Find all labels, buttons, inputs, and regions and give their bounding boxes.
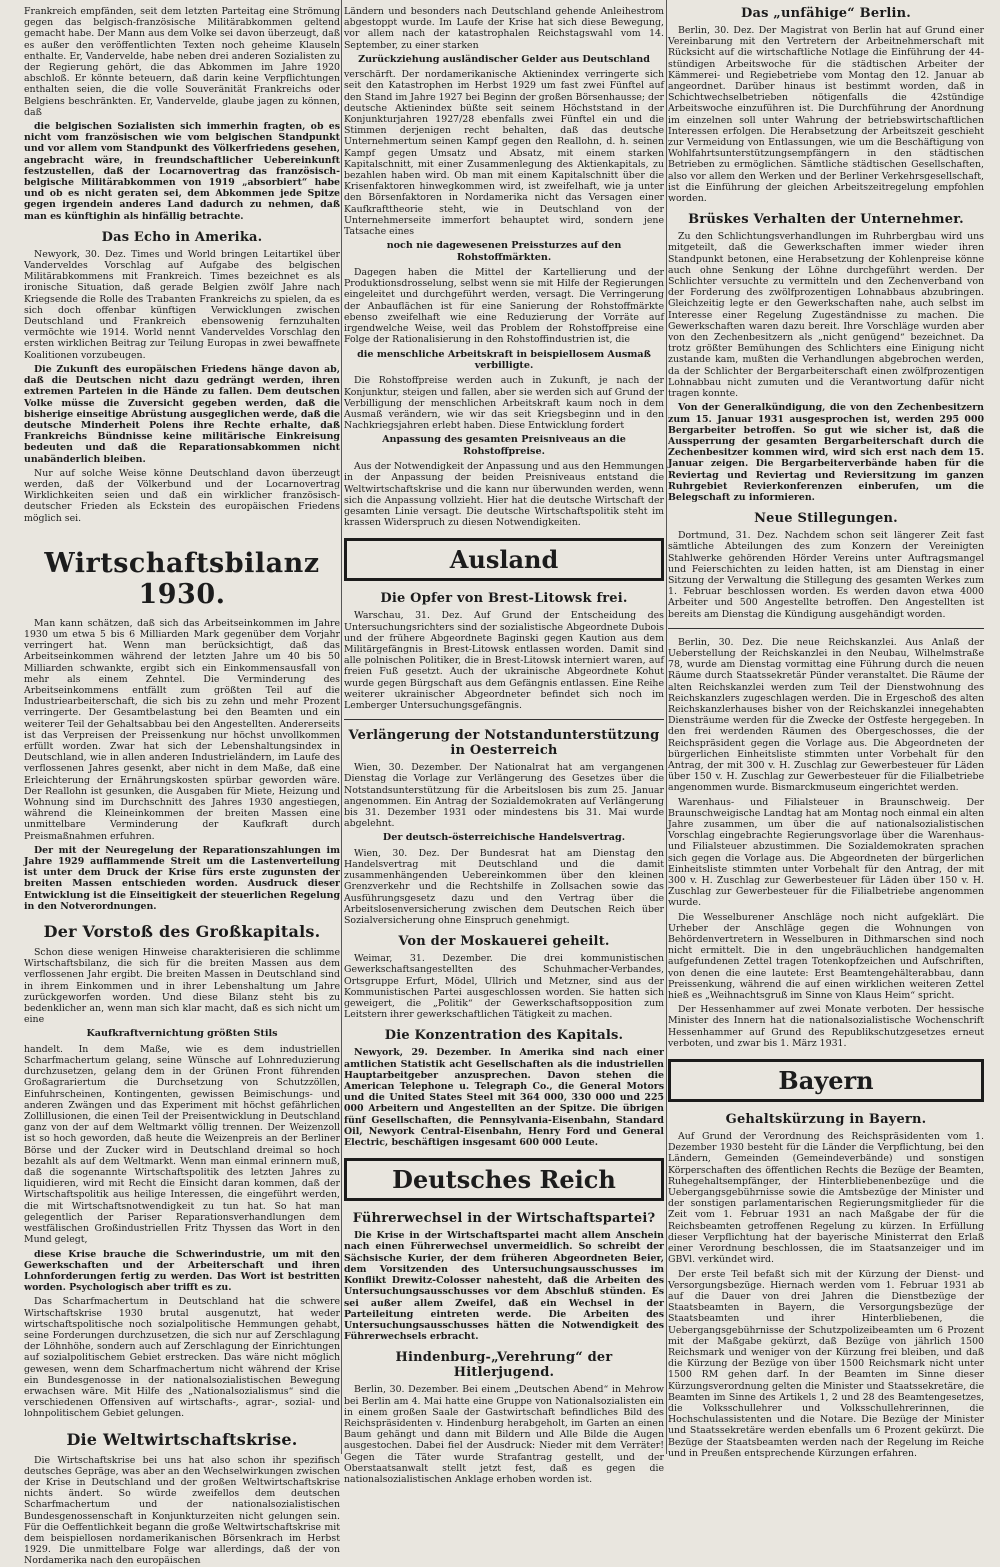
article-paragraph: Die Zukunft des europäischen Friedens hänge davon ab, daß die Deutschen nicht dazu gedrängt werden, ihren extremen Parteien in die Hände zu fallen. Dem deutschen Volke müsse die Zuversicht gegeben werden, daß die bisherige einseitige Abrüstung ausgeglichen werde, daß die deutsche Minderheit Polens ihre Rechte erhalte, daß Frankreichs Bündnisse keine militärische Einkreisung bedeuten und daß die Reparationsabkommen nicht unabänderlich bleiben. xyxy=(24,363,340,465)
article-heading: Hindenburg-„Verehrung“ der Hitlerjugend. xyxy=(395,1350,613,1381)
article-paragraph: Das Scharfmachertum in Deutschland hat die schwere Wirtschaftskrise 1930 brutal ausgenutzt, hat weder wirtschaftspolitische noch sozialpolitische Hemmungen gehabt, seine Forderungen durchzusetzen, die sich nur auf Zerschlagung der Löhnhöhe, sondern auch auf Zerschlagung der Einrichtungen auf sozialpolitischem Gebiet erstrecken. Das wäre nicht möglich gewesen, wenn dem Scharfmachertum nicht während der Krise ein Bundesgenosse in der nationalsozialistischen Bewegung erwachsen wäre. Mit Hilfe des „Nationalsozialismus“ sind die verschiedenen Offensiven auf wirtschafts-, agrar-, sozial- und lohnpolitischem Gebiet gelungen. xyxy=(24,1296,340,1420)
article-paragraph: die belgischen Sozialisten sich immerhin fragten, ob es nicht vom französischen wie vom belgischen Standpunkt und vor allem vom Standpunkt des Völkerfriedens gesehen, angebracht wäre, in freundschaftlicher Uebereinkunft festzustellen, daß der Locarnovertrag das französisch-belgische Militärabkommen von 1919 „absorbiert“ habe und ob es nicht geraten sei, dem Abkommen jede Spitze gegen irgendein anderes Land dadurch zu nehmen, daß man es künftighin als hinfällig betrachte. xyxy=(24,121,340,222)
article-heading: Verlängerung der Notstandunterstützung in Oesterreich xyxy=(348,728,660,759)
article-paragraph: Ländern und besonders nach Deutschland gehende Anleihestrom abgestoppt wurde. Im Laufe der Krise hat sich diese Bewegung, vor allem nach der katastrophalen Reichstagswahl vom 14. September, zu einer starken xyxy=(344,6,664,51)
article-paragraph: Auf Grund der Verordnung des Reichspräsidenten vom 1. Dezember 1930 besteht für die Länder die Verpflichtung, bei den Ländern, Gemeinden (Gemeindeverbände) und sonstigen Körperschaften des öffentlichen Rechts die Bezüge der Beamten, Ruhegehaltsempfänger, der Hinterbliebenenbezüge und die Uebergangsgebührnisse sowie die Amtsbezüge der Minister und der sonstigen parlamentarischen Regierungsmitglieder für die Zeit vom 1. Februar 1931 an nach Maßgabe der für die Reichsbeamten getroffenen Regelung zu kürzen. In Erfüllung dieser Verpflichtung hat der bayerische Ministerrat den Erlaß einer Verordnung beschlossen, die im Staatsanzeiger und im GBVl. verkündet wird. xyxy=(668,1131,984,1266)
article-paragraph: Dortmund, 31. Dez. Nachdem schon seit längerer Zeit fast sämtliche Abteilungen des zum Konzern der Vereinigten Stahlwerke gehörenden Hörder Vereins unter Auftragsmangel und Feierschichten zu leiden hatten, ist am Dienstag in einer Sitzung der Verwaltung die Stillegung des gesamten Werkes zum 1. Februar beschlossen worden. Es werden davon etwa 4000 Arbeiter und 500 Angestellte betroffen. Den Angestellten ist bereits am Dienstag die Kündigung ausgehändigt worden. xyxy=(668,530,984,620)
article-heading: Führerwechsel in der Wirtschaftspartei? xyxy=(352,1211,656,1227)
subheading: Kaufkraftvernichtung größten Stils xyxy=(86,1028,278,1040)
subheading: Der deutsch-österreichische Handelsvertrag. xyxy=(382,832,626,844)
article-heading: Brüskes Verhalten der Unternehmer. xyxy=(688,212,964,228)
subheading: Zurückziehung ausländischer Gelder aus Deutschland xyxy=(358,53,650,65)
article-paragraph: Die Wirtschaftskrise bei uns hat also schon ihr spezifisch deutsches Gepräge, was aber an den Wechselwirkungen zwischen der Krise in Deutschland und der großen Weltwirtschaftskrise nichts ändert. So würde zweifellos dem deutschen Scharfmachertum und der nationalsozialistischen Bundesgenossenschaft in Konjunkturzeiten nicht gelungen sein. Für die Oeffentlichkeit begann die große Weltwirtschaftskrise mit dem beispiellosen nordamerikanischen Börsenkrach im Herbst 1929. Die unmittelbare Folge war allerdings, daß der von Nordamerika nach den europäischen xyxy=(24,1454,340,1567)
article-paragraph: Warschau, 31. Dez. Auf Grund der Entscheidung des Untersuchungsrichters sind der sozialistische Abgeordnete Dubois und der frühere Abgeordnete Baginski gegen Kaution aus dem Militärgefängnis in Brest-Litowsk entlassen worden. Damit sind alle polnischen Politiker, die in Brest-Litowsk interniert waren, auf freien Fuß gesetzt. Auch der ukrainische Abgeordnete Kohut wurde gegen Bürgschaft aus dem Gefängnis entlassen. Eine Reihe weiterer ukrainischer Abgeordneter befindet sich noch im Lemberger Untersuchungsgefängnis. xyxy=(344,610,664,711)
article-heading: Die Opfer von Brest-Litowsk frei. xyxy=(380,591,628,607)
section-header-bayern: Bayern xyxy=(668,1059,984,1102)
article-paragraph: Von der Generalkündigung, die von den Zechenbesitzern zum 15. Januar 1931 ausgesprochen ist, werden 295 000 Bergarbeiter betroffen. So gut wie sicher ist, daß die Aussperrung der gesamten Bergarbeiterschaft durch die Zechenbesitzer kommen wird, wird sich erst nach dem 15. Januar zeigen. Die Bergarbeiterverbände haben für die Reviertag und Reviertag und Reviersitzung im ganzen Ruhrgebiet Revierkonferenzen einberufen, um die Belegschaft zu informieren. xyxy=(668,402,984,503)
column-divider xyxy=(341,0,342,1454)
divider xyxy=(668,628,984,629)
article-paragraph: Berlin, 30. Dezember. Bei einem „Deutschen Abend“ in Mehrow bei Berlin am 4. Mai hatte eine Gruppe von Nationalsozialisten ein in einem großen Saale der Gastwirtschaft befindliches Bild des Reichspräsidenten v. Hindenburg herabgeholt, im Garten an einen Baum gehängt und dann mit Bildern und Alle Bilde die Augen ausgestochen. Dabei fiel der Ausdruck: Nieder mit dem Verräter! Gegen die Täter wurde Strafantrag gestellt, und der Oberstaatsanwalt stellt jetzt fest, daß es gegen die nationalsozialistischen Anklage erhoben worden ist. xyxy=(344,1384,664,1485)
article-heading: Die Konzentration des Kapitals. xyxy=(384,1028,624,1044)
article-paragraph: Die Wesselburener Anschläge noch nicht aufgeklärt. Die Urheber der Anschläge gegen die Wohnungen von Behördenvertretern in Wesselburen in Dithmarschen sind noch nicht ermittelt. Die in den ungebräuchlichen handgemalten aufgefundenen Zettel tragen Totenkopfzeichen und Aufschriften, von denen die eine lautete: Erst Beamtengehälterabbau, dann Preissenkung, während die auf einen wirklichen weiteren Zettel hieß es „Weihnachtsgruß im Sinne von Klaus Heim“ spricht. xyxy=(668,911,984,1002)
article-paragraph: Aus der Notwendigkeit der Anpassung und aus den Hemmungen in der Anpassung der beiden Preisniveaus entstand die Weltwirtschaftskrise und die kann nur überwunden werden, wenn sich die Anpassung vollzieht. Hier hat die deutsche Wirtschaft der gesamten Linie versagt. Die deutsche Wirtschaftspolitik steht im krassen Widerspruch zu diesen Notwendigkeiten. xyxy=(344,461,664,529)
article-paragraph: Wien, 30. Dez. Der Bundesrat hat am Dienstag den Handelsvertrag mit Deutschland und die damit zusammenhängenden Uebereinkommen über den kleinen Grenzverkehr und die Rechtshilfe in Zollsachen sowie das Ausführungsgesetz dazu und den Vertrag über die Arbeitslosenversicherung zwischen dem Deutschen Reich über Sozialversicherung ohne Einspruch genehmigt. xyxy=(344,847,664,927)
article-heading: Von der Moskauerei geheilt. xyxy=(398,934,610,950)
article-paragraph: Man kann schätzen, daß sich das Arbeitseinkommen im Jahre 1930 um etwa 5 bis 6 Milliarden Mark gegenüber dem Vorjahr verringert hat. Wenn man berücksichtigt, daß das Arbeitseinkommen während der letzten Jahre um 40 bis 50 Milliarden schwankte, ergibt sich ein Einkommensausfall von mehr als einem Zehntel. Die Verminderung des Arbeitseinkommens entfällt zum größten Teil auf die Industriearbeiterschaft, die sich bis zu zehn und mehr Prozent verringerte. Der Gesamtbelastung bei den Beamten und ein weiterer Teil der Gehaltsabbau bei den Angestellten. Andererseits ist das Verpreisen der Preissenkung nur höchst unvollkommen erfüllt worden. Zwar hat sich der Lebenshaltungsindex in Deutschland, wie in allen anderen Industrieländern, im Laufe des verflossenen Jahres gesenkt, aber nicht in dem Maße, daß eine Erleichterung der Ernährungskosten spürbar geworden wäre. Der Reallohn ist gesunken, die Ausgaben für Miete, Heizung und Wohnung sind im Durchschnitt des Jahres 1930 angestiegen, während die Kleineinkommen der breiten Massen eine unmittelbare Verminderung der Kaufkraft durch Preismaßnahmen erfuhren. xyxy=(24,617,340,842)
section-header-deutsches-reich: Deutsches Reich xyxy=(344,1158,664,1201)
article-heading: Neue Stillegungen. xyxy=(754,511,898,527)
column-middle xyxy=(344,0,664,1485)
article-heading: Die Weltwirtschaftskrise. xyxy=(66,1429,298,1449)
article-paragraph: Newyork, 30. Dez. Times und World bringen Leitartikel über Vanderveldes Vorschlag auf Aufgabe des belgischen Militärabkommens mit Frankreich. Times bezeichnet es als ironische Situation, daß gerade Belgien zwölf Jahre nach Kriegsende die Rolle des Trabanten Frankreichs zu spielen, da es sich doch offenbar künftigen Verwicklungen zwischen Deutschland und Frankreich ebensowenig fernzuhalten vermöchte wie 1914. World nennt Vanderveldes Vorschlag den ersten wirklichen Beitrag zur Teilung Europas in zwei bewaffnete Koalitionen vorzubeugen. xyxy=(24,248,340,361)
article-heading: Das „unfähige“ Berlin. xyxy=(740,6,912,21)
article-paragraph: Dagegen haben die Mittel der Kartellierung und der Produktionsdrosselung, selbst wenn sie mit Hilfe der Regierungen eingeleitet und durchgeführt werden, versagt. Die Verringerung der Anbauflächen ist für eine Sanierung der Rohstoffmärkte ebenso zweifelhaft wie eine Reduzierung der Vorräte auf irgendwelche Weise, weil das Problem der Rohstoffpreise eine Folge der Rationalisierung in den Rohstoffindustrien ist, die xyxy=(344,267,664,346)
article-paragraph: Berlin, 30. Dez. Der Magistrat von Berlin hat auf Grund einer Vereinbarung mit den Vertretern der Arbeitnehmerschaft mit Rücksicht auf die wirtschaftliche Notlage die Einführung der 44-stündigen Arbeitswoche für die städtischen Arbeiter der Kämmerei- und Regiebetriebe vom Montag den 12. Januar ab angeordnet. Darüber hinaus ist bestimmt worden, daß in Schichtwechselbetrieben nötigenfalls die 42stündige Arbeitswoche einzuführen ist. Die Durchführung der Anordnung im einzelnen soll unter Wahrung der betriebswirtschaftlichen Interessen erfolgen. Die Herabsetzung der Arbeitszeit geschieht zur Vermeidung von Entlassungen, wie um die Beschäftigung von Wohlfahrtsunterstützungsempfängern in den städtischen Betrieben zu ermöglichen. Sämtliche städtischen Gesellschaften, also vor allem den Werken und der Berliner Verkehrsgesellschaft, ist die Einführung der gleichen Arbeitszeitregelung empfohlen worden. xyxy=(668,25,984,205)
subheading: Anpassung des gesamten Preisniveaus an die Rohstoffpreise. xyxy=(382,434,626,457)
article-paragraph: Die Krise in der Wirtschaftspartei macht allem Anschein nach einen Führerwechsel unvermeidlich. So schreibt der Sächsische Kurier, der dem früheren Abgeordneten Beier, dem Vorsitzenden des Untersuchungsausschusses im Konflikt Drewitz-Colosser nahesteht, daß die Arbeiten des Untersuchungsausschusses vor dem Abschluß stünden. Es sei außer allem Zweifel, daß ein Wechsel in der Parteileitung eintreten werde. Die Arbeiten des Untersuchungsausschusses hätten die Notwendigkeit des Führerwechsels erbracht. xyxy=(344,1230,664,1343)
article-paragraph: Frankreich empfänden, seit dem letzten Parteitag eine Strömung gegen das belgisch-französische Militärabkommen geltend gemacht habe. Der Mann aus dem Volke sei davon überzeugt, daß es außer den veröffentlichten Texten noch geheime Klauseln enthalte. Er, Vandervelde, habe neben drei anderen Sozialisten zu der Regierung gehört, die das Abkommen im Jahre 1920 abschloß. Er könnte beteuern, daß darin keine Verpflichtungen enthalten seien, die die volle Souveränität Frankreichs oder Belgiens beschränkten. Er, Vandervelde, glaube jagen zu können, daß xyxy=(24,6,340,118)
subheading: noch nie dagewesenen Preissturzes auf den Rohstoffmärkten. xyxy=(386,240,622,263)
article-paragraph: verschärft. Der nordamerikanische Aktienindex verringerte sich seit den Katastrophen im Herbst 1929 um fast zwei Fünftel auf den Stand im Jahre 1927 bei Beginn der großen Börsenhausse; der deutsche Aktienindex büßte seit seinem Höchststand in der Konjunkturjahren 1927/28 ebenfalls zwei Fünftel ein und die Stimmen derjenigen recht behalten, daß das deutsche Unternehmertum seinen Kampf gegen den Reallohn, d. h. seinen Kampf gegen Umsatz und Absatz, mit einem starken Kapitalschnitt, mit einer Zusammenlegung des Aktienkapitals, zu bezahlen haben wird. Ob man mit einem Kapitalschnitt über die Krisenfaktoren hinwegkommen wird, ist zweifelhaft, wie ja unter den Börsenfaktoren in Nordamerika nicht das Versagen einer Kaufkrafttheorie steht, wie in Deutschland von der Unternehmerseite immerfort behauptet wird, sondern jene Tatsache eines xyxy=(344,69,664,238)
article-paragraph: Der erste Teil befaßt sich mit der Kürzung der Dienst- und Versorgungsbezüge. Hiernach werden vom 1. Februar 1931 ab auf die Dauer von drei Jahren die Dienstbezüge der Staatsbeamten in Bayern, die Versorgungsbezüge der Staatsbeamten und ihrer Hinterbliebenen, die Uebergangsgebührnisse der Schutzpolizeibeamten um 6 Prozent mit der Maßgabe gekürzt, daß Bezüge von jährlich 1500 Reichsmark und weniger von der Kürzung frei bleiben, und daß die Kürzung der Bezüge von über 1500 Reichsmark nicht unter 1500 RM gehen darf. In der Beamten im Sinne dieser Kürzungsverordnung gelten die Minister und Staatssekretäre, die Beamten im Sinne des Artikels 1, 2 und 28 des Beamtengesetzes, die Volksschullehrer und Volksschullehrerinnen, die Hochschulassistenten und die Notare. Die Bezüge der Minister und Staatssekretäre werden ebenfalls um 6 Prozent gekürzt. Die Bezüge der Staatsbeamten werden nach der Regelung im Reiche und in Preußen entsprechende Kürzungen erfahren. xyxy=(668,1268,984,1459)
article-paragraph: Nur auf solche Weise könne Deutschland davon überzeugt werden, daß der Völkerbund und der Locarnovertrag Wirklichkeiten seien und daß ein wirklicher französisch-deutscher Frieden als Eckstein des europäischen Friedens möglich sei. xyxy=(24,467,340,524)
article-paragraph: Weimar, 31. Dezember. Die drei kommunistischen Gewerkschaftsangestellten des Schuhmacher-Verbandes, Ortsgruppe Erfurt, Mödel, Ullrich und Metzner, sind aus der Kommunistischen Partei ausgeschlossen worden. Sie hatten sich geweigert, die „Politik“ der Gewerkschaftsopposition zum Leitstern ihrer gewerkschaftlichen Tätigkeit zu machen. xyxy=(344,953,664,1021)
article-heading: Der Vorstoß des Großkapitals. xyxy=(43,922,321,942)
column-left xyxy=(24,0,340,1567)
divider xyxy=(344,719,664,720)
article-paragraph: diese Krise brauche die Schwerindustrie, um mit den Gewerkschaften und der Arbeiterschaft und ihren Lohnforderungen fertig zu werden. Das Wort ist bestritten worden. Psychologisch aber trifft es zu. xyxy=(24,1248,340,1294)
article-heading: Wirtschaftsbilanz 1930. xyxy=(44,547,320,610)
article-heading: Das Echo in Amerika. xyxy=(101,229,263,245)
section-header-ausland: Ausland xyxy=(344,538,664,581)
article-paragraph: Zu den Schlichtungsverhandlungen im Ruhrbergbau wird uns mitgeteilt, daß die Gewerkschaften immer wieder ihren Standpunkt betonen, eine Herabsetzung der Kohlenpreise könne auch ohne Senkung der Löhne durchgeführt werden. Der Schlichter versuchte zu vermitteln und den Zechenverband von der Forderung des zwölfprozentigen Lohnabbaus abzubringen. Gleichzeitig legte er den Gewerkschaften nahe, auch selbst im Interesse einer Regelung Zugeständnisse zu machen. Die Gewerkschaften waren dazu bereit. Ihre Vorschläge wurden aber von den Zechenbesitzern als „nicht genügend“ bezeichnet. Da trotz größter Bemühungen des Schlichters eine Einigung nicht zustande kam, mußten die Verhandlungen abgebrochen werden, da der Schlichter der Bergarbeiterschaft einen zwölfprozentigen Lohnabbau nicht zumuten und die Verantwortung dafür nicht tragen konnte. xyxy=(668,231,984,400)
article-paragraph: Die Rohstoffpreise werden auch in Zukunft, je nach der Konjunktur, steigen und fallen, aber sie werden sich auf Grund der Verbilligung der menschlichen Arbeitskraft kaum noch in dem Ausmaß verändern, wie wir das seit Kriegsbeginn und in den Nachkriegsjahren erlebt haben. Diese Entwicklung fordert xyxy=(344,375,664,432)
article-heading: Gehaltskürzung in Bayern. xyxy=(725,1112,927,1128)
column-right xyxy=(668,0,984,1459)
article-paragraph: Berlin, 30. Dez. Die neue Reichskanzlei. Aus Anlaß der Ueberstellung der Reichskanzlei in den Neubau, Wilhelmstraße 78, wurde am Dienstag vormittag eine Führung durch die neuen Räume durch Staatssekretär Pünder veranstaltet. Die Räume der alten Reichskanzlei werden zum Teil der Dienstwohnung des Reichskanzlers zugeschlagen werden. Die in Ergeschoß des alten Reichskanzlerhauses bisher von der Reichskanzlei innegehabten Diensträume werden für die Zwecke der Ostfeste hergegeben. In den frei werdenden Räumen des Obergeschosses, die der Reichspräsident gegen die Vorlage aus. Die Abgeordneten der bürgerlichen Einheitsliste stimmten unter Vorbehalt für den Antrag, der mit 300 v. H. Zuschlag zur Gewerbesteuer für Läden über 150 v. H. Zuschlag zur Gewerbesteuer für die Filialbetriebe angenommen wurde. Bismarckmuseum eingerichtet werden. xyxy=(668,636,984,794)
article-paragraph: Newyork, 29. Dezember. In Amerika sind nach einer amtlichen Statistik acht Gesellschaften als die industriellen Hauptarbeitgeber anzusprechen. Davon stehen die American Telephone u. Telegraph Co., die General Motors und die United States Steel mit 364 000, 330 000 und 225 000 Arbeitern und Angestellten an der Spitze. Die übrigen fünf Gesellschaften, die Pennsylvania-Eisenbahn, Standard Oil, Newyork Central-Eisenbahn, Henry Ford und General Electric, beschäftigen insgesamt 600 000 Leute. xyxy=(344,1047,664,1149)
article-paragraph: Wien, 30. Dezember. Der Nationalrat hat am vergangenen Dienstag die Vorlage zur Verlängerung des Gesetzes über die Notstandsunterstützung für die Arbeitslosen bis zum 25. Januar angenommen. Ein Antrag der Sozialdemokraten auf Verlängerung bis 31. Dezember 1931 oder mindestens bis 31. Mai wurde abgelehnt. xyxy=(344,762,664,830)
column-divider xyxy=(666,0,667,1454)
article-paragraph: Der mit der Neuregelung der Reparationszahlungen im Jahre 1929 aufflammende Streit um die Lastenverteilung ist unter dem Druck der Krise fürs erste zugunsten der breiten Massen entschieden worden. Ausdruck dieser Entwicklung ist die Einseitigkeit der steuerlichen Regelung in den Notverordnungen. xyxy=(24,844,340,912)
article-paragraph: Der Hessenhammer auf zwei Monate verboten. Der hessische Minister des Innern hat die nationalsozialistische Wochenschrift Hessenhammer auf Grund des Republikschutzgesetzes erneut verboten, und zwar bis 1. März 1931. xyxy=(668,1004,984,1049)
article-paragraph: Schon diese wenigen Hinweise charakterisieren die schlimme Wirtschaftsbilanz, die sich für die breiten Massen aus dem verflossenen Jahr ergibt. Die breiten Massen in Deutschland sind in ihrem Einkommen und in ihrer Lebenshaltung um Jahre zurückgeworfen worden. Und diese Bilanz steht bis zu bedenklicher an, wenn man sich klar macht, daß es sich nicht um eine xyxy=(24,947,340,1026)
article-paragraph: Warenhaus- und Filialsteuer in Braunschweig. Der Braunschweigische Landtag hat am Montag noch einmal ein alten Jahre zusammen, um über die auf nationalsozialistischen Vorschlag eingebrachte Regierungsvorlage über die Warenhaus- und Filialsteuer abzustimmen. Die Sozialdemokraten sprachen sich gegen die Vorlage aus. Die Abgeordneten der bürgerlichen Einheitsliste stimmten unter Vorbehalt für den Antrag, der mit 300 v. H. Zuschlag zur Gewerbesteuer für Läden über 150 v. H. Zuschlag zur Gewerbesteuer für die Filialbetriebe angenommen wurde. xyxy=(668,796,984,909)
subheading: die menschliche Arbeitskraft in beispiellosem Ausmaß verbilligte. xyxy=(357,348,651,371)
article-paragraph: handelt. In dem Maße, wie es dem industriellen Scharfmachertum gelang, seine Wünsche auf Lohnreduzierung durchzusetzen, gelang dem in der Grünen Front führenden Großagrariertum die Durchsetzung von Schutzzöllen, Einfuhrscheinen, Kontingenten, gewissen Beimischungs- und anderen Zwängen und das Experiment mit höchst gefährlichen Zollillusionen, die einen Teil der Preisentwicklung in Deutschland ganz von der auf dem Weltmarkt völlig trennen. Der Weizenzoll ist so hoch geworden, daß heute die Weizenpreis an der Berliner Börse und der Zucker wird in Deutschland dreimal so hoch bezahlt als auf dem Weltmarkt. Wenn man einmal erinnern muß, daß die sogenannte Wirtschaftspolitik des letzten Jahres zu liquidieren, wird mit Recht die Einsicht daran kommen, daß der Wirtschaftspolitik aus heilige Interessen, die eingeführt werden, die mit Wirtschaftsnotwendigkeit zu tun hat. So hat man gelegentlich der Pariser Reparationsverhandlungen dem westfälischen Großindustriellen Fritz Thyssen das Wort in den Mund gelegt, xyxy=(24,1043,340,1246)
